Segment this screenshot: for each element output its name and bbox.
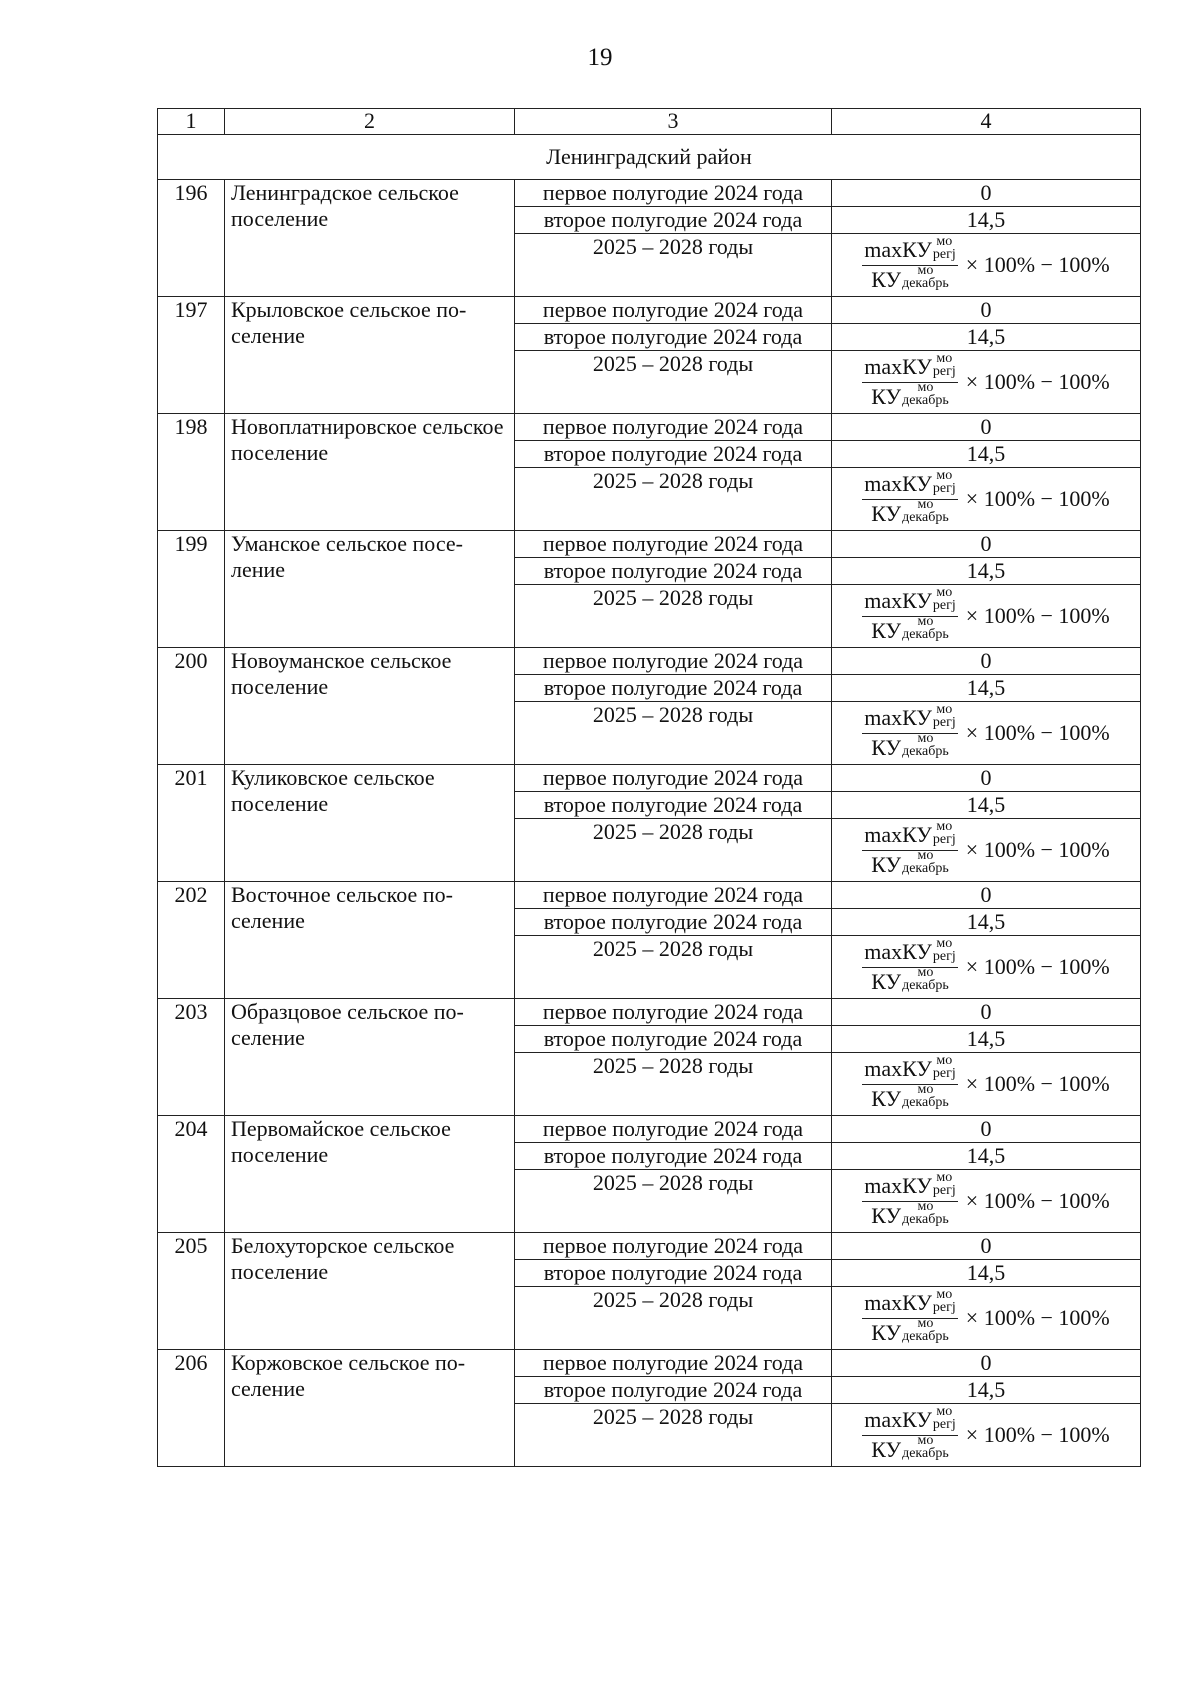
formula-cell bbox=[832, 351, 1141, 414]
period-cell: первое полугодие 2024 года bbox=[515, 648, 832, 675]
formula-fraction bbox=[862, 1052, 958, 1114]
formula-fraction bbox=[862, 233, 958, 295]
settlement-name: Коржовское сельское по-селение bbox=[225, 1350, 515, 1467]
row-number: 197 bbox=[158, 297, 225, 414]
growth-formula bbox=[832, 234, 1140, 296]
growth-formula bbox=[832, 819, 1140, 881]
table-row bbox=[158, 999, 1141, 1026]
formula-denominator: КУ мо декабрь bbox=[871, 965, 949, 994]
period-cell: второе полугодие 2024 года bbox=[515, 792, 832, 819]
formula-denominator: КУ мо декабрь bbox=[871, 1316, 949, 1345]
table-row bbox=[158, 531, 1141, 558]
header-cell: 3 bbox=[515, 109, 832, 135]
header-cell: 2 bbox=[225, 109, 515, 135]
settlement-name: Восточное сельское по-селение bbox=[225, 882, 515, 999]
growth-formula bbox=[832, 351, 1140, 413]
period-cell: второе полугодие 2024 года bbox=[515, 1260, 832, 1287]
value-cell: 14,5 bbox=[832, 441, 1141, 468]
value-cell: 14,5 bbox=[832, 1260, 1141, 1287]
growth-formula bbox=[832, 936, 1140, 998]
value-cell: 14,5 bbox=[832, 207, 1141, 234]
row-number: 202 bbox=[158, 882, 225, 999]
row-number: 199 bbox=[158, 531, 225, 648]
period-cell: первое полугодие 2024 года bbox=[515, 414, 832, 441]
formula-numerator: maxКУ мо регj bbox=[862, 821, 958, 851]
period-cell: 2025 – 2028 годы bbox=[515, 819, 832, 882]
period-cell: 2025 – 2028 годы bbox=[515, 468, 832, 531]
formula-numerator: maxКУ мо регj bbox=[862, 1172, 958, 1202]
period-cell: 2025 – 2028 годы bbox=[515, 702, 832, 765]
settlement-name: Крыловское сельское по-селение bbox=[225, 297, 515, 414]
formula-cell bbox=[832, 702, 1141, 765]
formula-numerator: maxКУ мо регj bbox=[862, 1406, 958, 1436]
formula-cell bbox=[832, 1404, 1141, 1467]
value-cell: 14,5 bbox=[832, 675, 1141, 702]
formula-tail: × 100% − 100% bbox=[965, 1188, 1110, 1213]
formula-numerator: maxКУ мо регj bbox=[862, 938, 958, 968]
formula-denominator: КУ мо декабрь bbox=[871, 1433, 949, 1462]
period-cell: 2025 – 2028 годы bbox=[515, 585, 832, 648]
value-cell: 0 bbox=[832, 1116, 1141, 1143]
value-cell: 0 bbox=[832, 531, 1141, 558]
row-number: 204 bbox=[158, 1116, 225, 1233]
settlement-name: Новоплатнировское сельское поселение bbox=[225, 414, 515, 531]
formula-fraction bbox=[862, 584, 958, 646]
table-row bbox=[158, 180, 1141, 207]
period-cell: первое полугодие 2024 года bbox=[515, 297, 832, 324]
formula-denominator: КУ мо декабрь bbox=[871, 263, 949, 292]
settlement-name: Уманское сельское посе-ление bbox=[225, 531, 515, 648]
table-row bbox=[158, 1350, 1141, 1377]
formula-fraction bbox=[862, 467, 958, 529]
formula-tail: × 100% − 100% bbox=[965, 1422, 1110, 1447]
row-number: 203 bbox=[158, 999, 225, 1116]
formula-numerator: maxКУ мо регj bbox=[862, 353, 958, 383]
growth-formula bbox=[832, 1053, 1140, 1115]
period-cell: первое полугодие 2024 года bbox=[515, 180, 832, 207]
period-cell: 2025 – 2028 годы bbox=[515, 351, 832, 414]
formula-numerator: maxКУ мо регj bbox=[862, 470, 958, 500]
table-row bbox=[158, 765, 1141, 792]
table-header-row bbox=[158, 109, 1141, 135]
formula-tail: × 100% − 100% bbox=[965, 603, 1110, 628]
formula-tail: × 100% − 100% bbox=[965, 486, 1110, 511]
period-cell: 2025 – 2028 годы bbox=[515, 1287, 832, 1350]
table-row bbox=[158, 1233, 1141, 1260]
period-cell: первое полугодие 2024 года bbox=[515, 1116, 832, 1143]
row-number: 205 bbox=[158, 1233, 225, 1350]
value-cell: 0 bbox=[832, 882, 1141, 909]
period-cell: первое полугодие 2024 года bbox=[515, 765, 832, 792]
value-cell: 0 bbox=[832, 180, 1141, 207]
value-cell: 0 bbox=[832, 297, 1141, 324]
formula-numerator: maxКУ мо регj bbox=[862, 587, 958, 617]
period-cell: второе полугодие 2024 года bbox=[515, 1143, 832, 1170]
formula-fraction bbox=[862, 818, 958, 880]
settlement-name: Новоуманское сельское поселение bbox=[225, 648, 515, 765]
period-cell: первое полугодие 2024 года bbox=[515, 999, 832, 1026]
formula-numerator: maxКУ мо регj bbox=[862, 704, 958, 734]
period-cell: 2025 – 2028 годы bbox=[515, 1053, 832, 1116]
value-cell: 0 bbox=[832, 999, 1141, 1026]
row-number: 200 bbox=[158, 648, 225, 765]
period-cell: второе полугодие 2024 года bbox=[515, 558, 832, 585]
growth-formula bbox=[832, 1170, 1140, 1232]
table-row bbox=[158, 297, 1141, 324]
formula-fraction bbox=[862, 1169, 958, 1231]
formula-denominator: КУ мо декабрь bbox=[871, 614, 949, 643]
period-cell: второе полугодие 2024 года bbox=[515, 207, 832, 234]
growth-formula bbox=[832, 1287, 1140, 1349]
district-row bbox=[158, 135, 1141, 180]
formula-tail: × 100% − 100% bbox=[965, 720, 1110, 745]
formula-tail: × 100% − 100% bbox=[965, 369, 1110, 394]
formula-tail: × 100% − 100% bbox=[965, 837, 1110, 862]
growth-formula bbox=[832, 1404, 1140, 1466]
formula-denominator: КУ мо декабрь bbox=[871, 380, 949, 409]
period-cell: второе полугодие 2024 года bbox=[515, 675, 832, 702]
formula-fraction bbox=[862, 1286, 958, 1348]
formula-cell bbox=[832, 585, 1141, 648]
value-cell: 14,5 bbox=[832, 324, 1141, 351]
formula-cell bbox=[832, 936, 1141, 999]
district-name: Ленинградский район bbox=[158, 135, 1141, 180]
row-number: 196 bbox=[158, 180, 225, 297]
settlement-name: Образцовое сельское по-селение bbox=[225, 999, 515, 1116]
formula-fraction bbox=[862, 701, 958, 763]
formula-denominator: КУ мо декабрь bbox=[871, 848, 949, 877]
formula-cell bbox=[832, 468, 1141, 531]
period-cell: первое полугодие 2024 года bbox=[515, 1350, 832, 1377]
formula-tail: × 100% − 100% bbox=[965, 954, 1110, 979]
growth-formula bbox=[832, 702, 1140, 764]
formula-denominator: КУ мо декабрь bbox=[871, 497, 949, 526]
table-row bbox=[158, 414, 1141, 441]
value-cell: 14,5 bbox=[832, 909, 1141, 936]
period-cell: второе полугодие 2024 года bbox=[515, 324, 832, 351]
value-cell: 0 bbox=[832, 765, 1141, 792]
settlements-table bbox=[157, 108, 1141, 1467]
value-cell: 0 bbox=[832, 1233, 1141, 1260]
period-cell: второе полугодие 2024 года bbox=[515, 909, 832, 936]
period-cell: 2025 – 2028 годы bbox=[515, 936, 832, 999]
period-cell: первое полугодие 2024 года bbox=[515, 882, 832, 909]
value-cell: 0 bbox=[832, 1350, 1141, 1377]
page-number: 19 bbox=[587, 44, 613, 71]
row-number: 206 bbox=[158, 1350, 225, 1467]
header-cell: 1 bbox=[158, 109, 225, 135]
settlement-name: Ленинградское сельское поселение bbox=[225, 180, 515, 297]
formula-denominator: КУ мо декабрь bbox=[871, 1199, 949, 1228]
period-cell: 2025 – 2028 годы bbox=[515, 234, 832, 297]
formula-cell bbox=[832, 1287, 1141, 1350]
formula-tail: × 100% − 100% bbox=[965, 1071, 1110, 1096]
period-cell: первое полугодие 2024 года bbox=[515, 531, 832, 558]
formula-numerator: maxКУ мо регj bbox=[862, 1055, 958, 1085]
value-cell: 14,5 bbox=[832, 1143, 1141, 1170]
formula-tail: × 100% − 100% bbox=[965, 1305, 1110, 1330]
formula-cell bbox=[832, 1170, 1141, 1233]
period-cell: 2025 – 2028 годы bbox=[515, 1404, 832, 1467]
settlement-name: Первомайское сельское поселение bbox=[225, 1116, 515, 1233]
period-cell: второе полугодие 2024 года bbox=[515, 1377, 832, 1404]
formula-cell bbox=[832, 1053, 1141, 1116]
row-number: 198 bbox=[158, 414, 225, 531]
table-row bbox=[158, 648, 1141, 675]
table-row bbox=[158, 882, 1141, 909]
formula-denominator: КУ мо декабрь bbox=[871, 1082, 949, 1111]
value-cell: 14,5 bbox=[832, 1026, 1141, 1053]
value-cell: 14,5 bbox=[832, 1377, 1141, 1404]
period-cell: 2025 – 2028 годы bbox=[515, 1170, 832, 1233]
settlement-name: Белохуторское сельское поселение bbox=[225, 1233, 515, 1350]
period-cell: второе полугодие 2024 года bbox=[515, 1026, 832, 1053]
period-cell: первое полугодие 2024 года bbox=[515, 1233, 832, 1260]
formula-cell bbox=[832, 819, 1141, 882]
growth-formula bbox=[832, 585, 1140, 647]
growth-formula bbox=[832, 468, 1140, 530]
formula-fraction bbox=[862, 1403, 958, 1465]
formula-numerator: maxКУ мо регj bbox=[862, 236, 958, 266]
value-cell: 0 bbox=[832, 648, 1141, 675]
formula-tail: × 100% − 100% bbox=[965, 252, 1110, 277]
settlement-name: Куликовское сельское поселение bbox=[225, 765, 515, 882]
value-cell: 14,5 bbox=[832, 558, 1141, 585]
table-row bbox=[158, 1116, 1141, 1143]
row-number: 201 bbox=[158, 765, 225, 882]
formula-fraction bbox=[862, 350, 958, 412]
formula-numerator: maxКУ мо регj bbox=[862, 1289, 958, 1319]
value-cell: 14,5 bbox=[832, 792, 1141, 819]
period-cell: второе полугодие 2024 года bbox=[515, 441, 832, 468]
header-cell: 4 bbox=[832, 109, 1141, 135]
formula-cell bbox=[832, 234, 1141, 297]
formula-denominator: КУ мо декабрь bbox=[871, 731, 949, 760]
formula-fraction bbox=[862, 935, 958, 997]
value-cell: 0 bbox=[832, 414, 1141, 441]
